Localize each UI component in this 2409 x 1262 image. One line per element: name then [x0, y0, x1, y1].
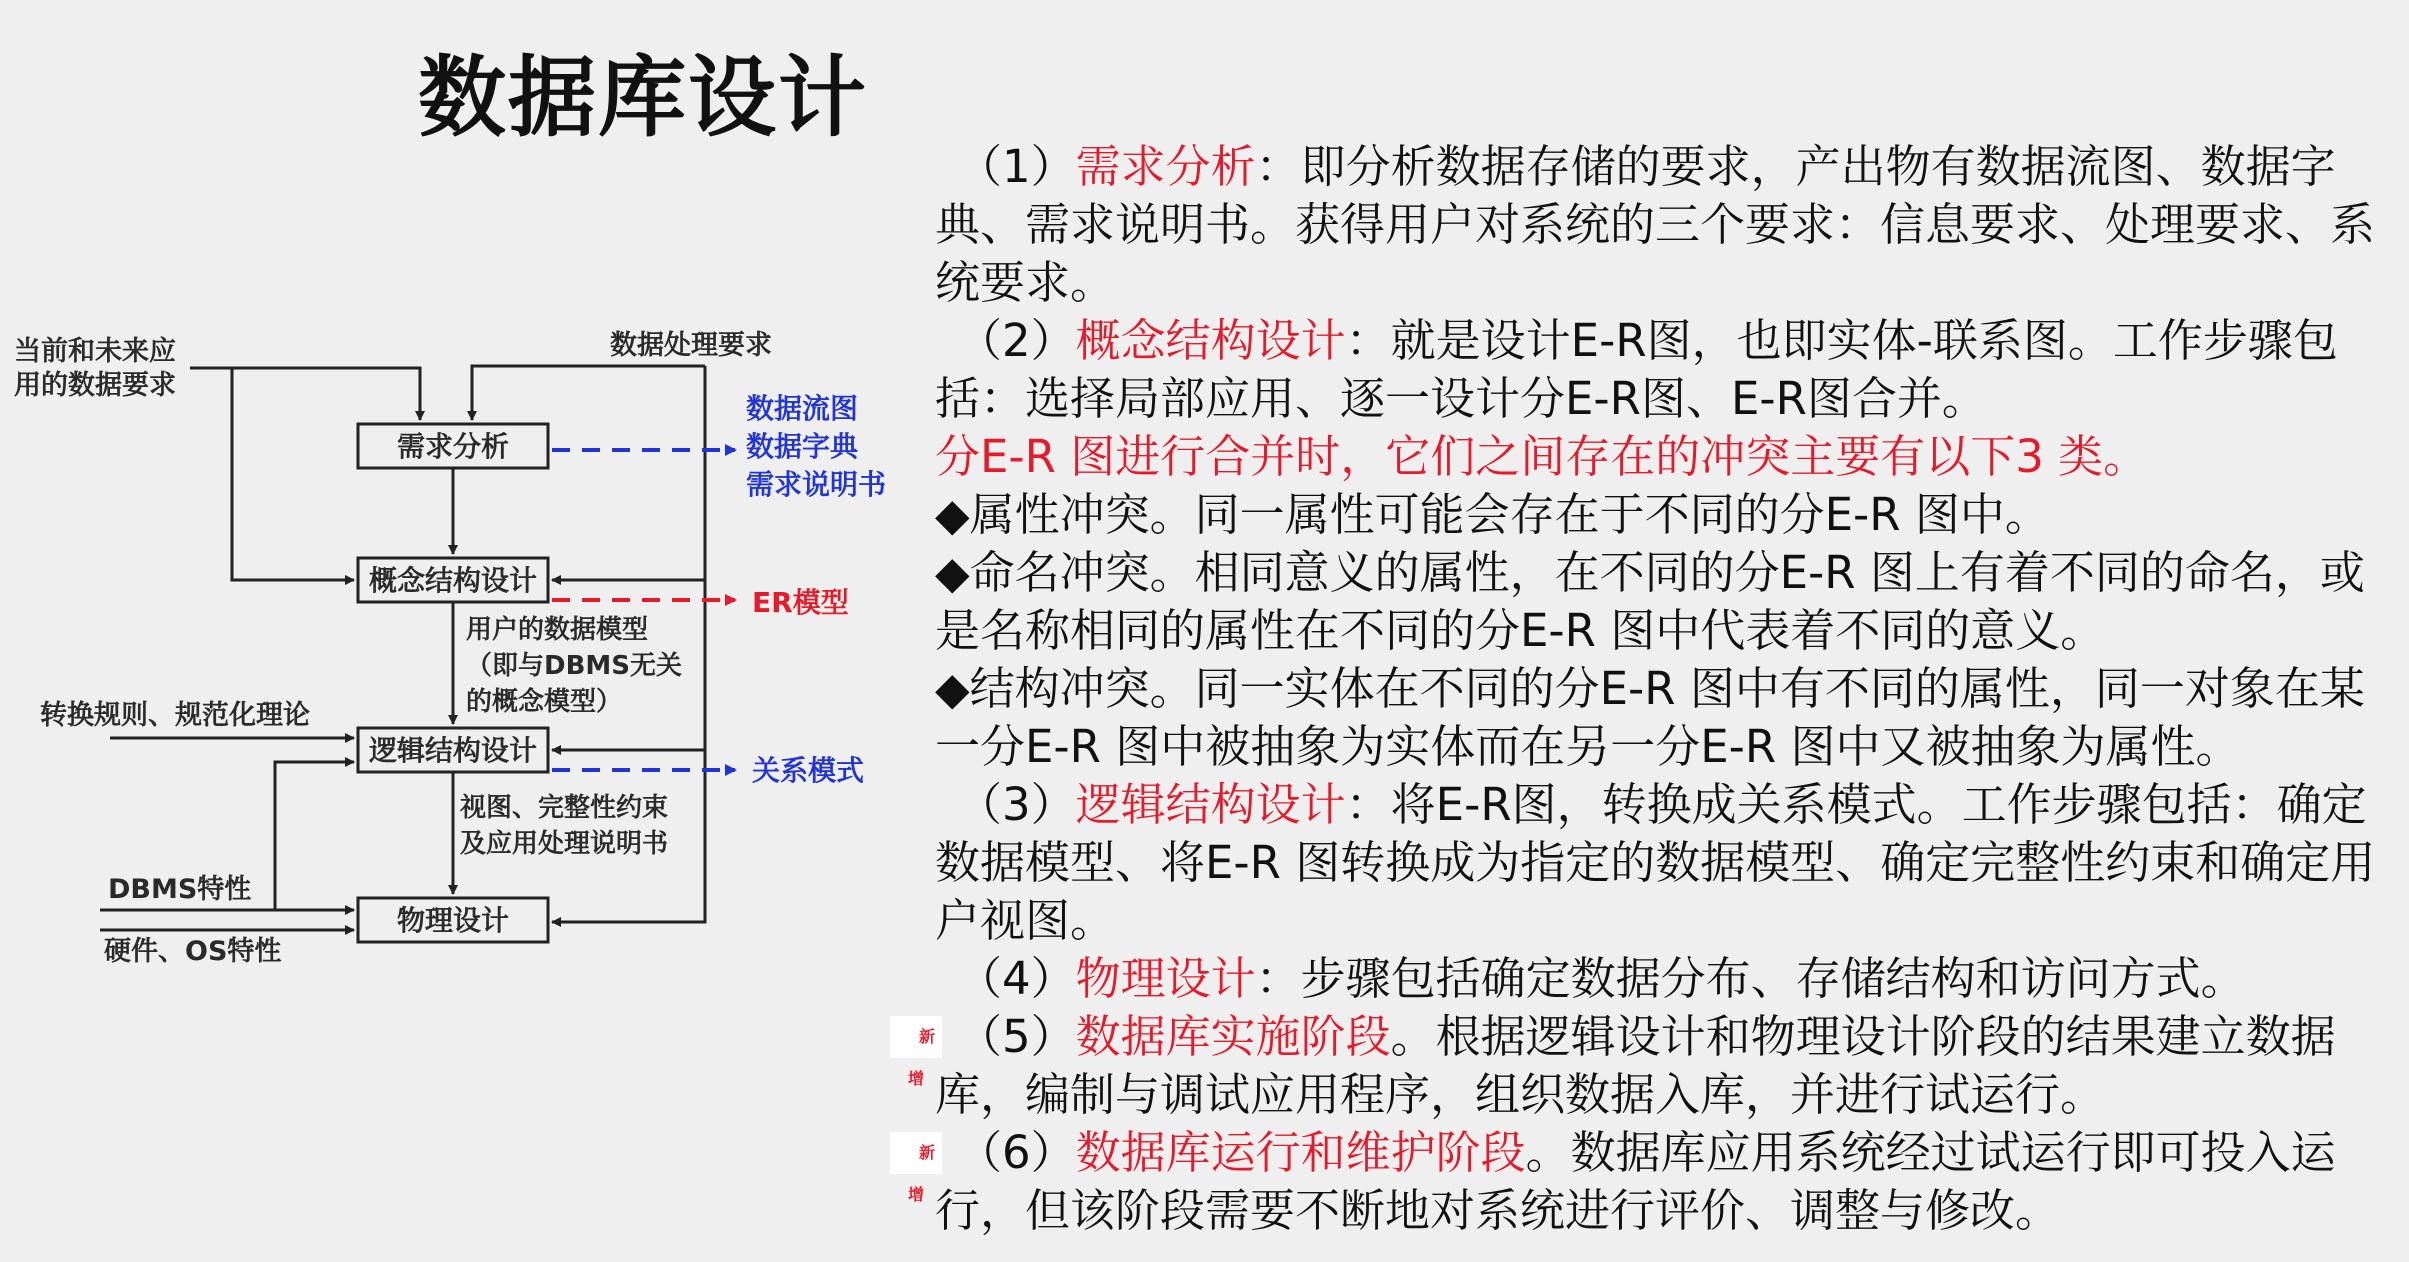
term-physical-design: 物理设计	[1075, 952, 1256, 1005]
para-text: ：步骤包括确定数据分布、存储结构和访问方式。	[1255, 952, 2246, 1005]
para-maintenance	[907, 1124, 2395, 1240]
input-rules: 转换规则、规范化理论	[40, 700, 310, 731]
input-dbms: DBMS特性	[108, 874, 252, 905]
arrow-left-to-req	[190, 368, 420, 420]
para-number: （5）	[957, 1010, 1076, 1063]
box-requirements-label: 需求分析	[396, 430, 510, 463]
box-logic-label: 逻辑结构设计	[368, 734, 538, 767]
output-requirement-spec: 需求说明书	[746, 468, 887, 501]
para-concept	[935, 312, 2395, 428]
mid-annotation-2a: 视图、完整性约束	[460, 793, 669, 823]
output-relation-schema: 关系模式	[752, 754, 865, 787]
para-conflict-intro: 分E-R 图进行合并时，它们之间存在的冲突主要有以下3 类。	[935, 430, 2149, 483]
input-left-line2: 用的数据要求	[14, 370, 176, 401]
box-physical-label: 物理设计	[396, 904, 510, 937]
para-number: （3）	[957, 778, 1076, 831]
para-number: （1）	[957, 140, 1076, 193]
term-concept-design: 概念结构设计	[1075, 314, 1346, 367]
para-requirement	[935, 138, 2395, 312]
output-er-model: ER模型	[752, 586, 849, 619]
para-logic	[935, 776, 2395, 950]
content-text	[907, 138, 2395, 1240]
para-text: ：就是设计E-R图，也即实体-联系图。工作步骤包括：选择局部应用、逐一设计分E-R图、E-R图合并。	[935, 314, 2338, 425]
output-dfd: 数据流图	[746, 392, 859, 425]
mid-annotation-2b: 及应用处理说明书	[460, 829, 669, 859]
arrow-top-to-req	[472, 366, 705, 420]
conflict-naming: ◆命名冲突。相同意义的属性，在不同的分E-R 图上有着不同的命名，或是名称相同的属性在不同的分E-R 图中代表着不同的意义。	[935, 546, 2365, 657]
para-implementation	[907, 1008, 2395, 1124]
para-text: ：即分析数据存储的要求，产出物有数据流图、数据字典、需求说明书。获得用户对系统的三个要求：信息要求、处理要求、系统要求。	[935, 140, 2376, 309]
para-physical	[935, 950, 2395, 1008]
box-concept-label: 概念结构设计	[368, 564, 538, 597]
para-number: （2）	[957, 314, 1076, 367]
mid-annotation-1b: （即与DBMS无关	[466, 651, 682, 681]
mid-annotation-1c: 的概念模型）	[466, 687, 623, 717]
para-text: 。根据逻辑设计和物理设计阶段的结果建立数据库，编制与调试应用程序，组织数据入库，并进行试运行。	[935, 1010, 2336, 1121]
design-flow-diagram	[0, 300, 900, 980]
para-number: （6）	[957, 1126, 1076, 1179]
term-requirement-analysis: 需求分析	[1075, 140, 1256, 193]
conflict-attribute: ◆属性冲突。同一属性可能会存在于不同的分E-R 图中。	[935, 488, 2050, 541]
output-data-dictionary: 数据字典	[746, 430, 859, 463]
arrow-dbms-to-logic	[275, 762, 354, 910]
mid-annotation-1a: 用户的数据模型	[466, 615, 649, 645]
arrow-left-to-concept	[232, 368, 354, 580]
term-maintenance: 数据库运行和维护阶段	[1075, 1126, 1526, 1179]
page-title: 数据库设计	[418, 46, 869, 149]
term-implementation: 数据库实施阶段	[1075, 1010, 1391, 1063]
para-text: 。数据库应用系统经过试运行即可投入运行，但该阶段需要不断地对系统进行评价、调整与修改。	[935, 1126, 2336, 1237]
term-logic-design: 逻辑结构设计	[1075, 778, 1346, 831]
input-left-line1: 当前和未来应	[14, 336, 176, 367]
input-top: 数据处理要求	[610, 330, 772, 361]
conflict-structure: ◆结构冲突。同一实体在不同的分E-R 图中有不同的属性，同一对象在某一分E-R 图中被抽象为实体而在另一分E-R 图中又被抽象为属性。	[935, 662, 2365, 773]
new-badge: 新增	[890, 1132, 942, 1174]
input-hardware: 硬件、OS特性	[104, 936, 282, 967]
para-number: （4）	[957, 952, 1076, 1005]
para-text: ：将E-R图，转换成关系模式。工作步骤包括：确定数据模型、将E-R 图转换成为指定的数据模型、确定完整性约束和确定用户视图。	[935, 778, 2376, 947]
new-badge: 新增	[890, 1016, 942, 1058]
